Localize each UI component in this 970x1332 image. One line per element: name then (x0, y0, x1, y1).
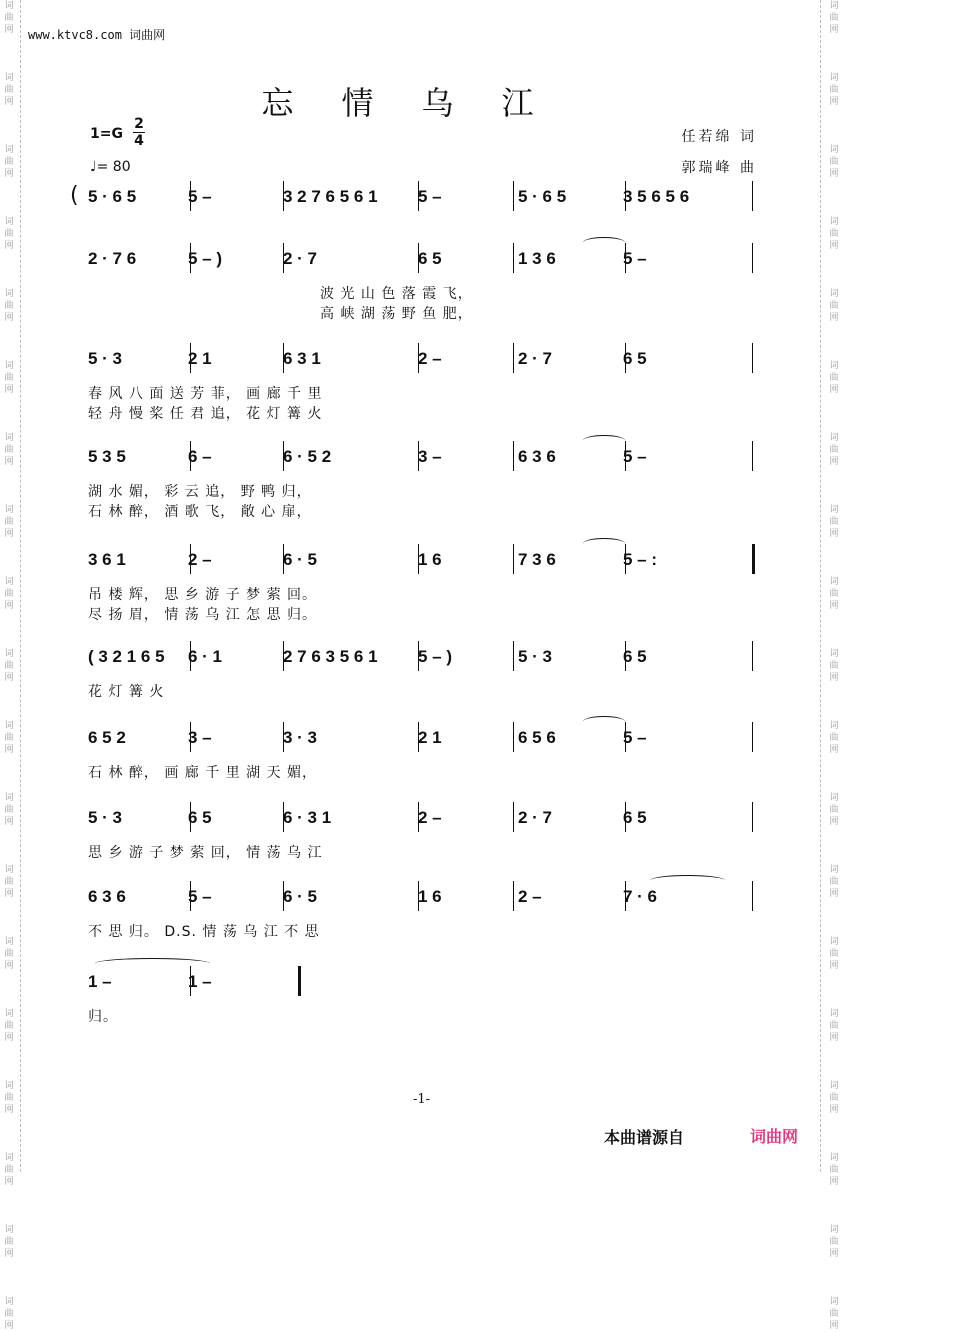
measure: 2 1 (188, 349, 212, 368)
bar-line (752, 641, 753, 671)
bar-line (625, 881, 626, 911)
measure: 1 6 (418, 887, 442, 906)
measure: 5 – (188, 187, 212, 206)
lyric-line: 春 风 八 面 送 芳 菲， 画 廊 千 里 (88, 386, 323, 402)
bar-line (513, 641, 514, 671)
measure: 2 · 7 (283, 249, 318, 268)
measure: 1 – (188, 972, 212, 991)
measure: 3 5 6 5 6 (623, 187, 690, 206)
site-url[interactable]: www.ktvc8.com 词曲网 (28, 28, 166, 42)
key-signature: 1=G (90, 126, 123, 142)
bar-line (752, 544, 755, 574)
composer-credit: 郭瑞峰 曲 (681, 160, 757, 176)
measure: 3 – (188, 728, 212, 747)
measure: 5 – (623, 728, 647, 747)
measure: 2 · 7 (518, 808, 553, 827)
bar-line (625, 343, 626, 373)
measure: 3 2 7 6 5 6 1 (283, 187, 378, 206)
measure: 5 – (623, 249, 647, 268)
measure: 3 6 1 (88, 550, 126, 569)
measure: 5 · 3 (88, 808, 123, 827)
bar-line (190, 881, 191, 911)
measure: 2 – (518, 887, 542, 906)
measure: 5 · 3 (88, 349, 123, 368)
measure: 6 3 1 (283, 349, 321, 368)
measure: 2 – (418, 349, 442, 368)
lyric-line: 吊 楼 辉， 思 乡 游 子 梦 萦 回。 (88, 587, 318, 603)
measure: ( 3 2 1 6 5 (88, 647, 165, 666)
measure: 2 – (188, 550, 212, 569)
time-signature: 2 4 (134, 116, 144, 149)
bar-line (283, 243, 284, 273)
bar-line (513, 802, 514, 832)
bar-line (190, 343, 191, 373)
source-label: 本曲谱源自 (604, 1128, 685, 1147)
notation-line (88, 445, 758, 473)
slur-mark (583, 237, 625, 248)
measure: 6 · 3 1 (283, 808, 332, 827)
measure: 5 – (623, 447, 647, 466)
lyric-line: 石 林 醉， 画 廊 千 里 湖 天 媚， (88, 765, 318, 781)
measure: 6 5 2 (88, 728, 126, 747)
bar-line (418, 641, 419, 671)
left-watermark: 词 曲 网 词 曲 网 词 曲 网 词 曲 网 词 曲 网 词 曲 网 词 曲 网 词 曲 网 词 曲 网 词 曲 网 词 曲 网 词 曲 网 词 曲 网 词 曲 网 词 曲 网 词 曲 网 词 曲 网 词 曲 网 词 曲 网 (4, 1, 14, 1331)
lyric-line: 湖 水 媚， 彩 云 追， 野 鸭 归， (88, 484, 312, 500)
measure: 7 3 6 (518, 550, 556, 569)
measure: 5 · 6 5 (88, 187, 137, 206)
left-margin-line (20, 0, 21, 1172)
bar-line (283, 544, 284, 574)
bar-line (418, 544, 419, 574)
bar-line (190, 722, 191, 752)
measure: 5 · 6 5 (518, 187, 567, 206)
bar-line (283, 441, 284, 471)
slur-mark (650, 875, 725, 886)
slur-mark (95, 958, 210, 969)
notation-line (88, 185, 758, 213)
measure: 5 · 3 (518, 647, 553, 666)
lyric-line: 花 灯 篝 火 (88, 684, 165, 700)
bar-line (752, 343, 753, 373)
measure: 5 – ) (188, 249, 223, 268)
bar-line (283, 722, 284, 752)
bar-line (190, 243, 191, 273)
measure: 1 6 (418, 550, 442, 569)
bar-line (283, 881, 284, 911)
bar-line (418, 802, 419, 832)
measure: 6 · 1 (188, 647, 223, 666)
lyric-line: 尽 扬 眉， 情 荡 乌 江 怎 思 归。 (88, 607, 318, 623)
bar-line (190, 544, 191, 574)
bar-line (283, 181, 284, 211)
slur-mark (583, 716, 625, 727)
notation-line (88, 885, 758, 913)
notation-line (88, 726, 758, 754)
measure: 6 5 (188, 808, 212, 827)
measure: 2 – (418, 808, 442, 827)
bar-line (625, 641, 626, 671)
right-watermark: 词 曲 网 词 曲 网 词 曲 网 词 曲 网 词 曲 网 词 曲 网 词 曲 网 词 曲 网 词 曲 网 词 曲 网 词 曲 网 词 曲 网 词 曲 网 词 曲 网 词 曲 网 词 曲 网 词 曲 网 词 曲 网 词 曲 网 (829, 1, 839, 1331)
measure: 3 · 3 (283, 728, 318, 747)
bar-line (190, 966, 191, 996)
bar-line (752, 881, 753, 911)
bar-line (190, 802, 191, 832)
bar-line (418, 441, 419, 471)
measure: 5 – ) (418, 647, 453, 666)
bar-line (418, 881, 419, 911)
tempo-mark: ♩= 80 (90, 159, 131, 175)
measure: 6 · 5 (283, 887, 318, 906)
measure: 2 · 7 (518, 349, 553, 368)
lyric-line: 思 乡 游 子 梦 萦 回， 情 荡 乌 江 (88, 845, 323, 861)
bar-line (190, 641, 191, 671)
measure: 3 – (418, 447, 442, 466)
measure: 1 – (88, 972, 112, 991)
slur-mark (583, 538, 625, 549)
right-margin-line (820, 0, 821, 1172)
bar-line (418, 722, 419, 752)
bar-line (625, 243, 626, 273)
bar-line (752, 181, 753, 211)
measure: 5 3 5 (88, 447, 126, 466)
measure: 6 5 6 (518, 728, 556, 747)
bar-line (752, 802, 753, 832)
bar-line (513, 544, 514, 574)
bar-line (513, 181, 514, 211)
brand-logo[interactable]: 词曲网 (750, 1127, 799, 1146)
bar-line (190, 181, 191, 211)
measure: 6 · 5 (283, 550, 318, 569)
bar-line (513, 243, 514, 273)
measure: 7 · 6 (623, 887, 658, 906)
measure: 5 – (188, 887, 212, 906)
bar-line (513, 343, 514, 373)
lyric-line: 石 林 醉， 酒 歌 飞， 敞 心 扉， (88, 504, 312, 520)
bar-line (283, 802, 284, 832)
notation-line (88, 247, 758, 275)
measure: 2 · 7 6 (88, 249, 137, 268)
measure: 6 5 (623, 808, 647, 827)
notation-line (88, 548, 758, 576)
notation-line (88, 347, 758, 375)
measure: 6 5 (418, 249, 442, 268)
bar-line (752, 722, 753, 752)
bar-line (752, 441, 753, 471)
lyric-line: 不 思 归。 D.S. 情 荡 乌 江 不 思 (88, 924, 320, 940)
bar-line (625, 544, 626, 574)
lyricist-credit: 任若绵 词 (681, 129, 757, 145)
lyric-line: 轻 舟 慢 桨 任 君 追， 花 灯 篝 火 (88, 406, 323, 422)
bar-line (513, 441, 514, 471)
measure: 5 – (418, 187, 442, 206)
measure: 6 · 5 2 (283, 447, 332, 466)
bar-line (625, 441, 626, 471)
measure: 2 7 6 3 5 6 1 (283, 647, 378, 666)
notation-line (88, 806, 758, 834)
measure: 6 5 (623, 349, 647, 368)
open-parenthesis: ( (70, 183, 79, 208)
bar-line (625, 722, 626, 752)
measure: 5 – : (623, 550, 658, 569)
bar-line (283, 343, 284, 373)
measure: 6 – (188, 447, 212, 466)
bar-line (752, 243, 753, 273)
bar-line (625, 802, 626, 832)
bar-line (298, 966, 301, 996)
bar-line (283, 641, 284, 671)
lyric-line: 归。 (88, 1009, 118, 1025)
measure: 2 1 (418, 728, 442, 747)
lyric-line: 高 峡 湖 荡 野 鱼 肥， (320, 306, 473, 322)
bar-line (418, 243, 419, 273)
lyric-line: 波 光 山 色 落 霞 飞， (320, 286, 473, 302)
notation-line (88, 970, 758, 998)
song-title: 忘情乌江 (261, 84, 582, 122)
measure: 6 5 (623, 647, 647, 666)
measure: 1 3 6 (518, 249, 556, 268)
bar-line (513, 722, 514, 752)
bar-line (625, 181, 626, 211)
measure: 6 3 6 (88, 887, 126, 906)
slur-mark (583, 435, 625, 446)
bar-line (513, 881, 514, 911)
bar-line (418, 343, 419, 373)
page-number: -1- (412, 1092, 431, 1107)
measure: 6 3 6 (518, 447, 556, 466)
bar-line (418, 181, 419, 211)
notation-line (88, 645, 758, 673)
bar-line (190, 441, 191, 471)
